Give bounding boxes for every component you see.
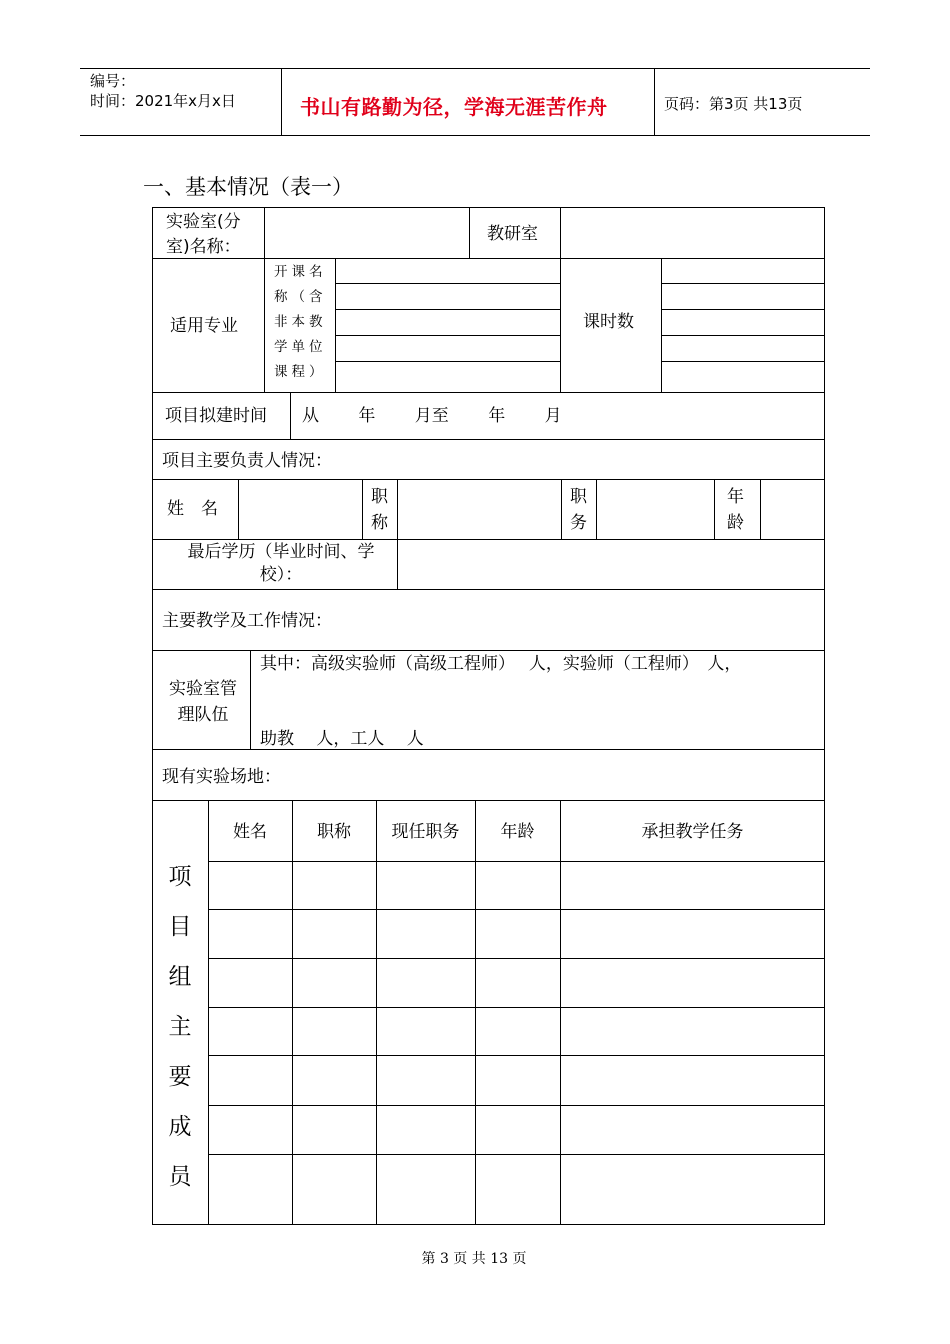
mgmt-team-line2: 助教 人，工人 人	[260, 729, 424, 749]
lab-name-field[interactable]	[265, 208, 469, 258]
existing-site-label: 现有实验场地：	[162, 767, 281, 787]
hours-row-rule	[661, 309, 825, 310]
course-row-rule	[335, 335, 560, 336]
col-rule	[376, 800, 377, 1225]
course-row-rule	[335, 309, 560, 310]
members-row-rule	[208, 958, 825, 959]
members-header-age: 年龄	[500, 822, 535, 842]
hours-row-rule	[661, 283, 825, 284]
course-name-label: 开课名称（含非本教学单位课程）	[274, 264, 327, 380]
members-header-task: 承担教学任务	[641, 822, 744, 842]
header-divider	[654, 68, 655, 136]
teaching-office-field[interactable]	[561, 208, 824, 258]
col-rule	[714, 479, 715, 539]
section-title: 一、基本情况（表一）	[143, 175, 353, 199]
col-rule	[362, 479, 363, 539]
teaching-office-label: 教研室	[487, 224, 538, 244]
leader-section-label: 项目主要负责人情况：	[162, 451, 332, 471]
members-row-rule	[208, 1154, 825, 1155]
leader-age-label: 年龄	[727, 487, 744, 533]
col-rule	[264, 258, 265, 392]
row-rule	[152, 650, 825, 651]
leader-title-label: 职称	[371, 487, 388, 533]
row-rule	[152, 749, 825, 750]
col-rule	[661, 258, 662, 392]
project-time-label: 项目拟建时间	[165, 406, 267, 426]
row-rule	[152, 589, 825, 590]
leader-position-label: 职务	[570, 487, 587, 533]
col-rule	[561, 479, 562, 539]
col-rule	[335, 258, 336, 392]
course-hours-label: 课时数	[583, 312, 634, 332]
lab-name-label: 实验室(分室)名称：	[166, 212, 241, 257]
col-rule	[292, 800, 293, 1225]
row-rule	[152, 439, 825, 440]
header-motto: 书山有路勤为径，学海无涯苦作舟	[300, 95, 608, 119]
applicable-major-label: 适用专业	[170, 316, 238, 336]
leader-name-label: 姓 名	[167, 499, 218, 519]
col-rule	[475, 800, 476, 1225]
hours-row-rule	[661, 335, 825, 336]
members-row-rule	[208, 1007, 825, 1008]
row-rule	[152, 392, 825, 393]
leader-name-field[interactable]	[239, 480, 362, 539]
leader-age-field[interactable]	[761, 480, 824, 539]
members-row-rule	[208, 861, 825, 862]
course-row-rule	[335, 283, 560, 284]
members-vertical-label: 项目组主要成员	[168, 864, 192, 1190]
leader-position-field[interactable]	[597, 480, 714, 539]
mgmt-team-label: 实验室管理队伍	[169, 679, 237, 725]
course-row-rule	[335, 361, 560, 362]
members-row-rule	[208, 1105, 825, 1106]
header-divider	[281, 68, 282, 136]
mgmt-team-line1: 其中：高级实验师（高级工程师） 人，实验师（工程师） 人，	[260, 654, 742, 674]
members-header-title: 职称	[317, 822, 351, 842]
leader-title-field[interactable]	[398, 480, 561, 539]
page-footer: 第 3 页 共 13 页	[421, 1251, 527, 1267]
teaching-work-label: 主要教学及工作情况：	[162, 611, 332, 631]
col-rule	[250, 650, 251, 749]
row-rule	[152, 800, 825, 801]
education-label: 最后学历（毕业时间、学校）：	[187, 542, 375, 585]
header-top-rule	[80, 68, 870, 69]
col-rule	[560, 800, 561, 1225]
header-bottom-rule	[80, 135, 870, 136]
members-header-name: 姓名	[233, 822, 267, 842]
doc-date-label: 时间：2021年x月x日	[90, 92, 236, 110]
col-rule	[208, 800, 209, 1225]
members-row-rule	[208, 909, 825, 910]
members-row-rule	[208, 1055, 825, 1056]
education-field[interactable]	[398, 540, 824, 589]
col-rule	[469, 207, 470, 258]
page-number-label: 页码：第3页 共13页	[664, 95, 803, 113]
col-rule	[560, 258, 561, 392]
col-rule	[290, 392, 291, 439]
project-time-value: 从 年 月至 年 月	[302, 406, 562, 426]
members-header-position: 现任职务	[391, 822, 460, 842]
hours-row-rule	[661, 361, 825, 362]
basic-info-table	[152, 207, 825, 1225]
doc-number-label: 编号：	[90, 72, 136, 90]
